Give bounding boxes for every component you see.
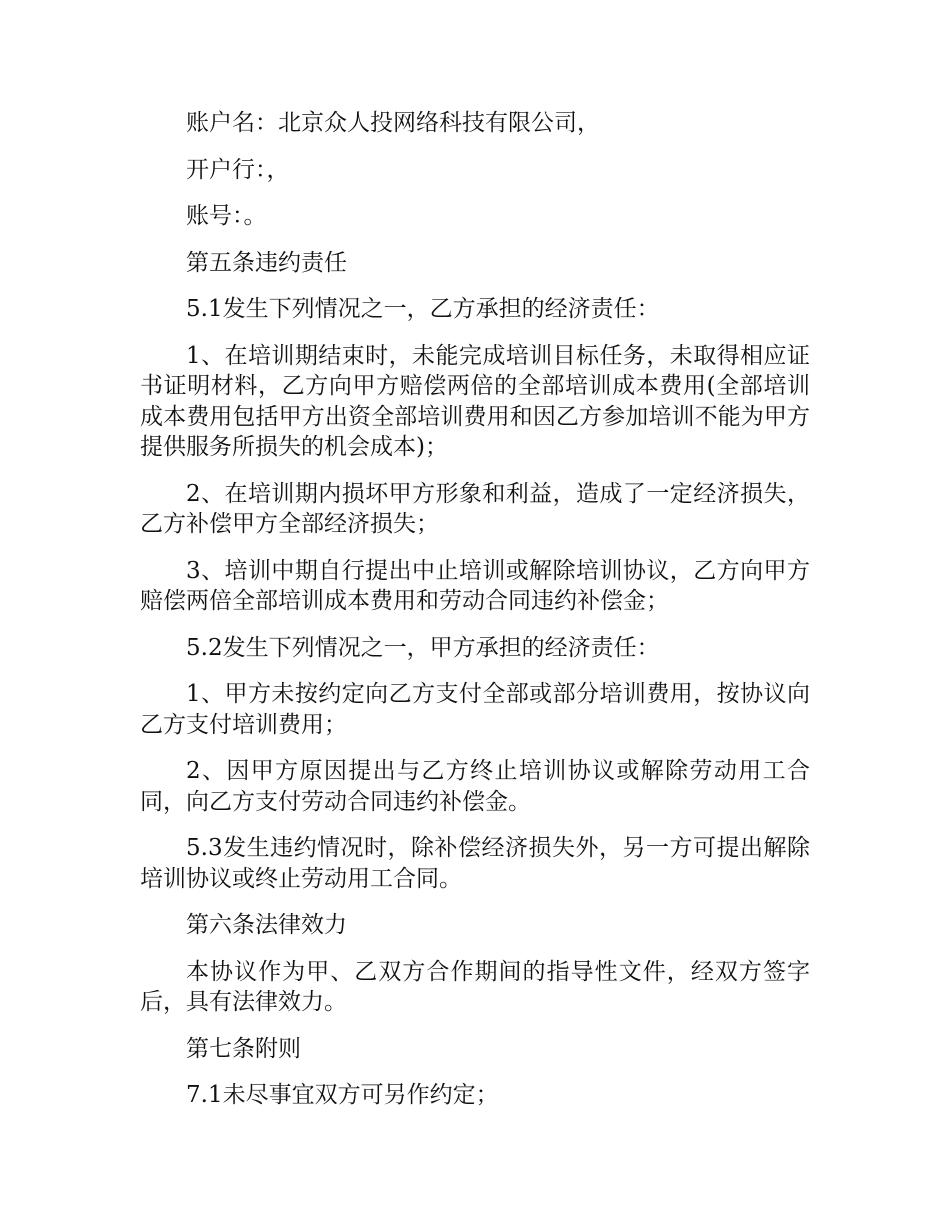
document-body [140,108,810,1127]
clause-5-2-item-1: 1、甲方未按约定向乙方支付全部或部分培训费用，按协议向乙方支付培训费用； [140,681,810,738]
clause-7-1: 7.1未尽事宜双方可另作约定； [186,1082,499,1108]
clause-5-1-item-2: 2、在培训期内损坏甲方形象和利益，造成了一定经济损失，乙方补偿甲方全部经济损失； [140,480,810,537]
clause-5-2-item-2: 2、因甲方原因提出与乙方终止培训协议或解除劳动用工合同，向乙方支付劳动合同违约补偿金。 [140,758,810,815]
clause-5-1-item-3: 3、培训中期自行提出中止培训或解除培训协议，乙方向甲方赔偿两倍全部培训成本费用和劳动合同违约补偿金； [140,557,810,614]
bank-line: 开户行：， [186,156,290,183]
article-5-heading: 第五条违约责任 [186,249,347,276]
clause-5-1-item-1: 1、在培训期结束时，未能完成培训目标任务，未取得相应证书证明材料，乙方向甲方赔偿两倍的全部培训成本费用(全部培训成本费用包括甲方出资全部培训费用和因乙方参加培训不能为甲方提供服务所损失的机会成本)； [140,342,810,460]
clause-5-1: 5.1发生下列情况之一，乙方承担的经济责任： [186,296,660,322]
article-6-heading: 第六条法律效力 [186,912,347,938]
article-7-heading: 第七条附则 [186,1035,301,1062]
clause-5-3: 5.3发生违约情况时，除补偿经济损失外，另一方可提出解除培训协议或终止劳动用工合同。 [140,835,810,892]
account-number-line: 账号：。 [186,203,267,229]
article-6-body: 本协议作为甲、乙双方合作期间的指导性文件，经双方签字后，具有法律效力。 [140,958,810,1015]
clause-5-2: 5.2发生下列情况之一，甲方承担的经济责任： [186,634,660,661]
account-name-line: 账户名：北京众人投网络科技有限公司， [186,110,600,136]
